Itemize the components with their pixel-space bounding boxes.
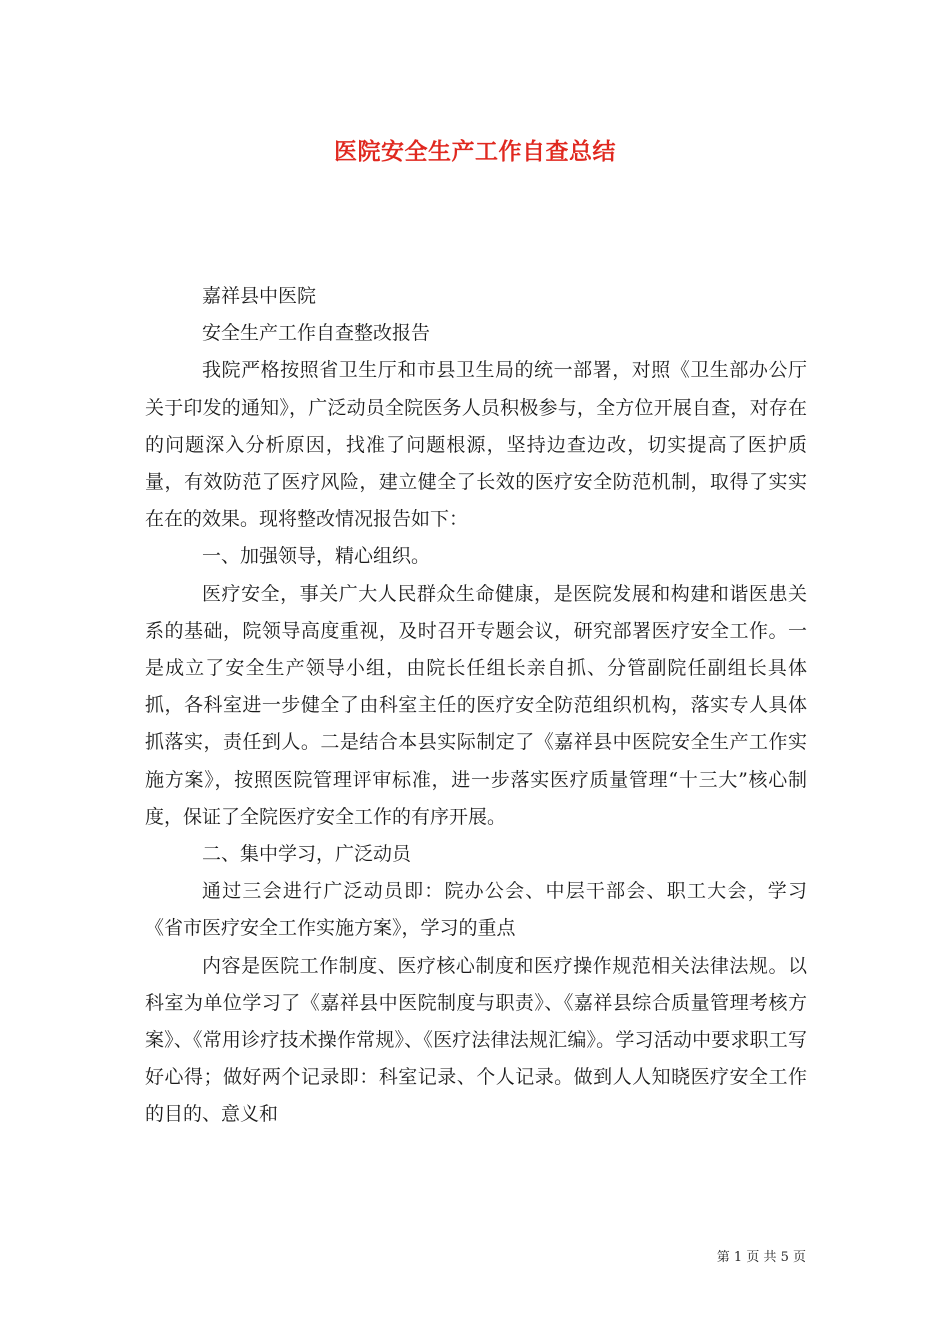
- paragraph-report-title: 安全生产工作自查整改报告: [202, 322, 431, 345]
- paragraph-section-2a: 通过三会进行广泛动员即：院办公会、中层干部会、职工大会，学习《省市医疗安全工作实施方案》，学习的重点: [145, 880, 807, 940]
- document-title: 医院安全生产工作自查总结: [334, 138, 616, 165]
- document-body: [145, 278, 807, 1134]
- section-heading-2: 二、集中学习，广泛动员: [202, 843, 412, 866]
- paragraph-section-1: 医疗安全，事关广大人民群众生命健康，是医院发展和构建和谐医患关系的基础，院领导高度重视，及时召开专题会议，研究部署医疗安全工作。一是成立了安全生产领导小组，由院长任组长亲自抓、分管副院任副组长具体抓，各科室进一步健全了由科室主任的医疗安全防范组织机构，落实专人具体抓落实，责任到人。二是结合本县实际制定了《嘉祥县中医院安全生产工作实施方案》，按照医院管理评审标准，进一步落实医疗质量管理“十三大”核心制度，保证了全院医疗安全工作的有序开展。: [145, 582, 807, 828]
- page-number: 第 1 页 共 5 页: [716, 1250, 806, 1265]
- paragraph-intro: 我院严格按照省卫生厅和市县卫生局的统一部署，对照《卫生部办公厅关于印发的通知》，广泛动员全院医务人员积极参与，全方位开展自查，对存在的问题深入分析原因，找准了问题根源，坚持边查边改，切实提高了医护质量，有效防范了医疗风险，建立健全了长效的医疗安全防范机制，取得了实实在在的效果。现将整改情况报告如下：: [145, 359, 807, 531]
- section-heading-1: 一、加强领导，精心组织。: [202, 545, 431, 568]
- paragraph-hospital-name: 嘉祥县中医院: [202, 285, 317, 307]
- paragraph-section-2b: 内容是医院工作制度、医疗核心制度和医疗操作规范相关法律法规。以科室为单位学习了《嘉祥县中医院制度与职责》、《嘉祥县综合质量管理考核方案》、《常用诊疗技术操作常规》、《医疗法律法规汇编》。学习活动中要求职工写好心得；做好两个记录即：科室记录、个人记录。做到人人知晓医疗安全工作的目的、意义和: [145, 954, 807, 1126]
